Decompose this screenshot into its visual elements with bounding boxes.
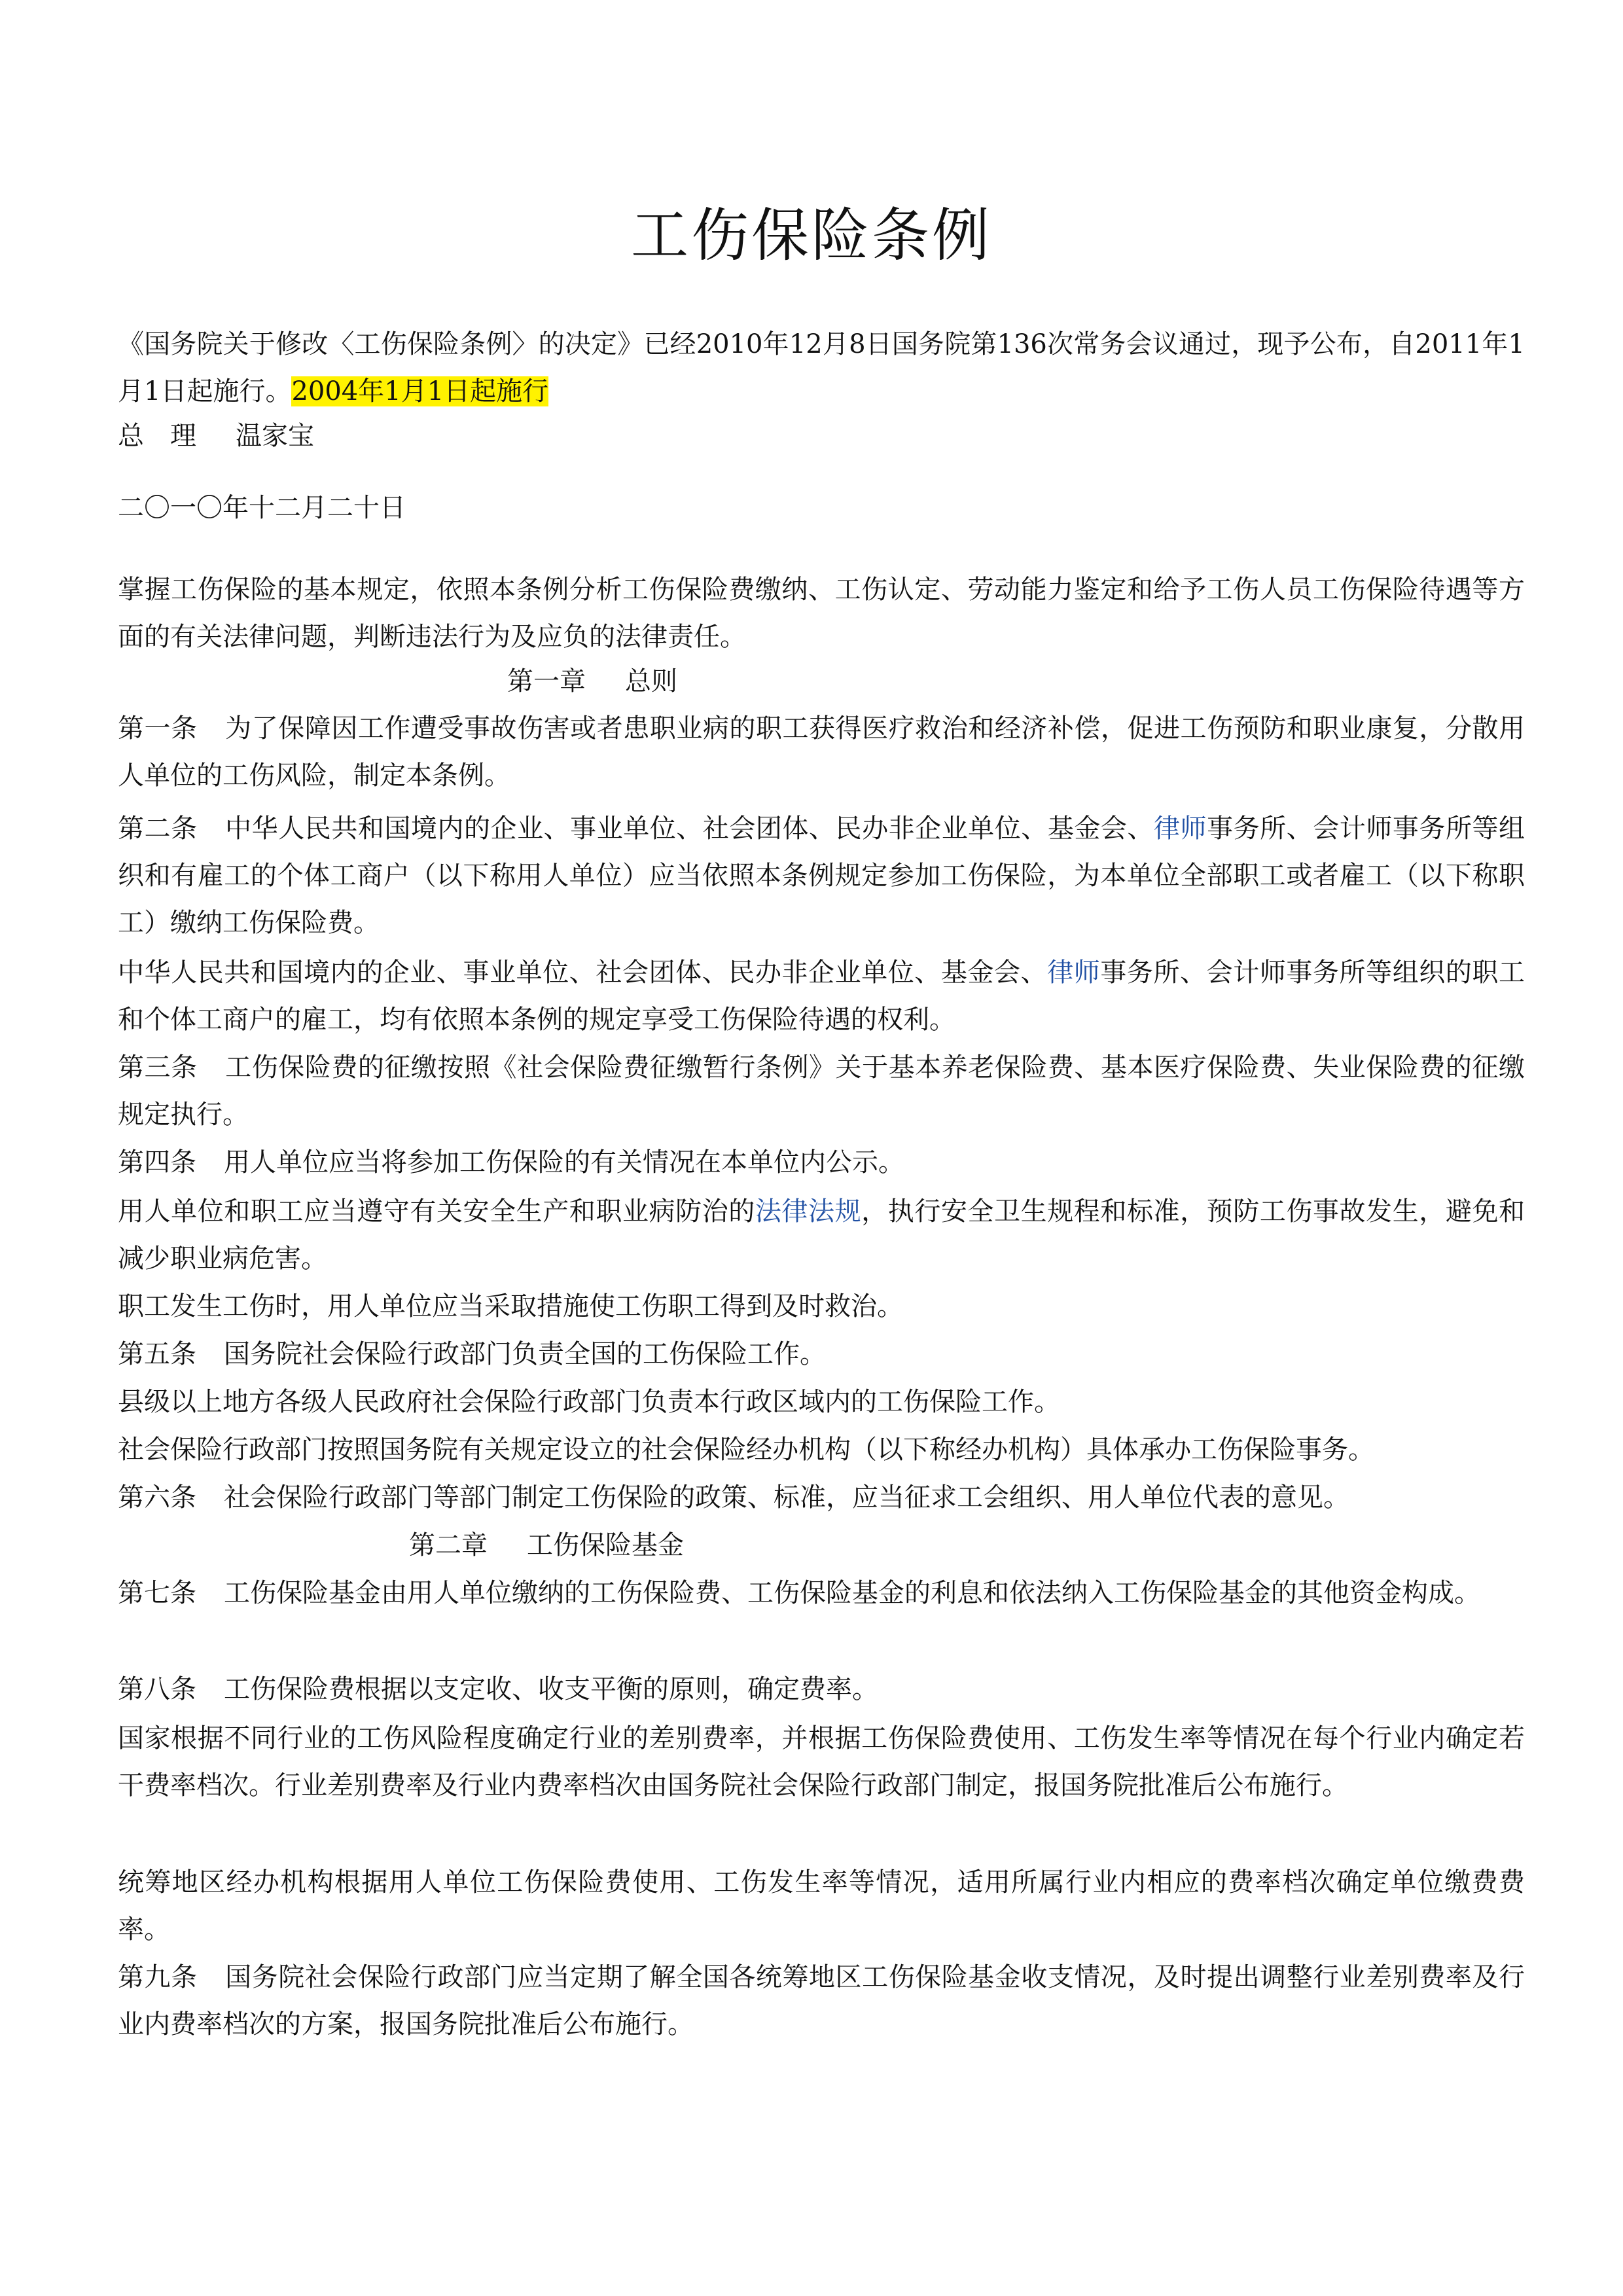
- signatory-role: 总 理: [118, 421, 196, 451]
- article-text: 为了保障因工作遭受事故伤害或者患职业病的职工获得医疗救治和经济补偿，促进工伤预防和职业康复，分散用人单位的工伤风险，制定本条例。: [118, 713, 1525, 791]
- article-label: 第二条: [118, 814, 198, 844]
- article-8: [118, 1666, 1525, 1713]
- article-text: 国务院社会保险行政部门负责全国的工伤保险工作。: [224, 1339, 826, 1369]
- signatory-line: [118, 412, 314, 459]
- chapter-heading: [507, 658, 677, 705]
- article-text: 工伤保险费根据以支定收、收支平衡的原则，确定费率。: [224, 1674, 878, 1704]
- article-label: 第七条: [118, 1578, 196, 1608]
- chapter-number: 第一章: [507, 666, 586, 696]
- article-text: 中华人民共和国境内的企业、事业单位、社会团体、民办非企业单位、基金会、: [118, 958, 1048, 988]
- article-label: 第六条: [118, 1482, 196, 1513]
- chapter-name: 总则: [625, 666, 677, 696]
- article-label: 第四条: [118, 1147, 196, 1177]
- lawyer-link[interactable]: 律师: [1154, 814, 1207, 844]
- chapter-number: 第二章: [409, 1530, 488, 1560]
- article-8-paragraph-2: 国家根据不同行业的工伤风险程度确定行业的差别费率，并根据工伤保险费使用、工伤发生率等情况在每个行业内确定若干费率档次。行业差别费率及行业内费率档次由国务院社会保险行政部门制定，报国务院批准后公布施行。: [118, 1723, 1525, 1801]
- article-text: 工伤保险费的征缴按照《社会保险费征缴暂行条例》关于基本养老保险费、基本医疗保险费、失业保险费的征缴规定执行。: [118, 1052, 1525, 1130]
- chapter-name: 工伤保险基金: [527, 1530, 684, 1560]
- article-5-paragraph-2: 县级以上地方各级人民政府社会保险行政部门负责本行政区域内的工伤保险工作。: [118, 1387, 1060, 1417]
- article-7: [118, 1570, 1525, 1617]
- article-2: [118, 805, 1525, 946]
- article-9: [118, 1954, 1525, 2048]
- article-text: 中华人民共和国境内的企业、事业单位、社会团体、民办非企业单位、基金会、: [224, 814, 1154, 844]
- article-label: 第三条: [118, 1052, 198, 1083]
- article-text: 用人单位应当将参加工伤保险的有关情况在本单位内公示。: [224, 1147, 904, 1177]
- decree-text: 《国务院关于修改〈工伤保险条例〉的决定》已经2010年12月8日国务院第136次常务会议通过，现予公布，自2011年1月1日起施行。: [118, 329, 1525, 406]
- article-1: [118, 705, 1525, 799]
- article-label: 第九条: [118, 1962, 198, 1992]
- article-5-paragraph-3: 社会保险行政部门按照国务院有关规定设立的社会保险经办机构（以下称经办机构）具体承办工伤保险事务。: [118, 1435, 1374, 1465]
- chapter-heading: [409, 1522, 684, 1569]
- signatory-name: 温家宝: [236, 421, 314, 451]
- highlighted-text: 2004年1月1日起施行: [291, 376, 549, 406]
- article-8-paragraph-3: 统筹地区经办机构根据用人单位工伤保险费使用、工伤发生率等情况，适用所属行业内相应的费率档次确定单位缴费费率。: [118, 1867, 1525, 1945]
- article-3: [118, 1044, 1525, 1138]
- article-label: 第一条: [118, 713, 198, 744]
- article-4: [118, 1139, 1525, 1186]
- lawyer-link[interactable]: 律师: [1047, 958, 1101, 988]
- article-text: 国务院社会保险行政部门应当定期了解全国各统筹地区工伤保险基金收支情况，及时提出调整行业差别费率及行业内费率档次的方案，报国务院批准后公布施行。: [118, 1962, 1525, 2039]
- article-4-paragraph-3: 职工发生工伤时，用人单位应当采取措施使工伤职工得到及时救治。: [118, 1291, 903, 1321]
- laws-link[interactable]: 法律法规: [755, 1196, 862, 1227]
- article-6: [118, 1474, 1525, 1521]
- article-label: 第五条: [118, 1339, 196, 1369]
- article-5: [118, 1331, 1525, 1378]
- article-text: 工伤保险基金由用人单位缴纳的工伤保险费、工伤保险基金的利息和依法纳入工伤保险基金的其他资金构成。: [224, 1578, 1480, 1608]
- article-4-paragraph-2: [118, 1188, 1525, 1282]
- article-text: 事务所、会计师事务所等组织的职工和个体工商户的雇工，均有依照本条例的规定享受工伤保险待遇的权利。: [118, 958, 1525, 1035]
- document-title: 工伤保险条例: [630, 202, 992, 269]
- decree-date: 二〇一〇年十二月二十日: [118, 493, 406, 523]
- article-text: ，执行安全卫生规程和标准，预防工伤事故发生，避免和减少职业病危害。: [118, 1196, 1525, 1274]
- decree-paragraph: [118, 321, 1525, 415]
- article-text: 用人单位和职工应当遵守有关安全生产和职业病防治的: [118, 1196, 755, 1227]
- article-2-paragraph-2: [118, 949, 1525, 1043]
- article-label: 第八条: [118, 1674, 196, 1704]
- article-text: 事务所、会计师事务所等组织和有雇工的个体工商户（以下称用人单位）应当依照本条例规定参加工伤保险，为本单位全部职工或者雇工（以下称职工）缴纳工伤保险费。: [118, 814, 1525, 938]
- intro-paragraph: 掌握工伤保险的基本规定，依照本条例分析工伤保险费缴纳、工伤认定、劳动能力鉴定和给予工伤人员工伤保险待遇等方面的有关法律问题，判断违法行为及应负的法律责任。: [118, 575, 1525, 652]
- article-text: 社会保险行政部门等部门制定工伤保险的政策、标准，应当征求工会组织、用人单位代表的意见。: [224, 1482, 1349, 1513]
